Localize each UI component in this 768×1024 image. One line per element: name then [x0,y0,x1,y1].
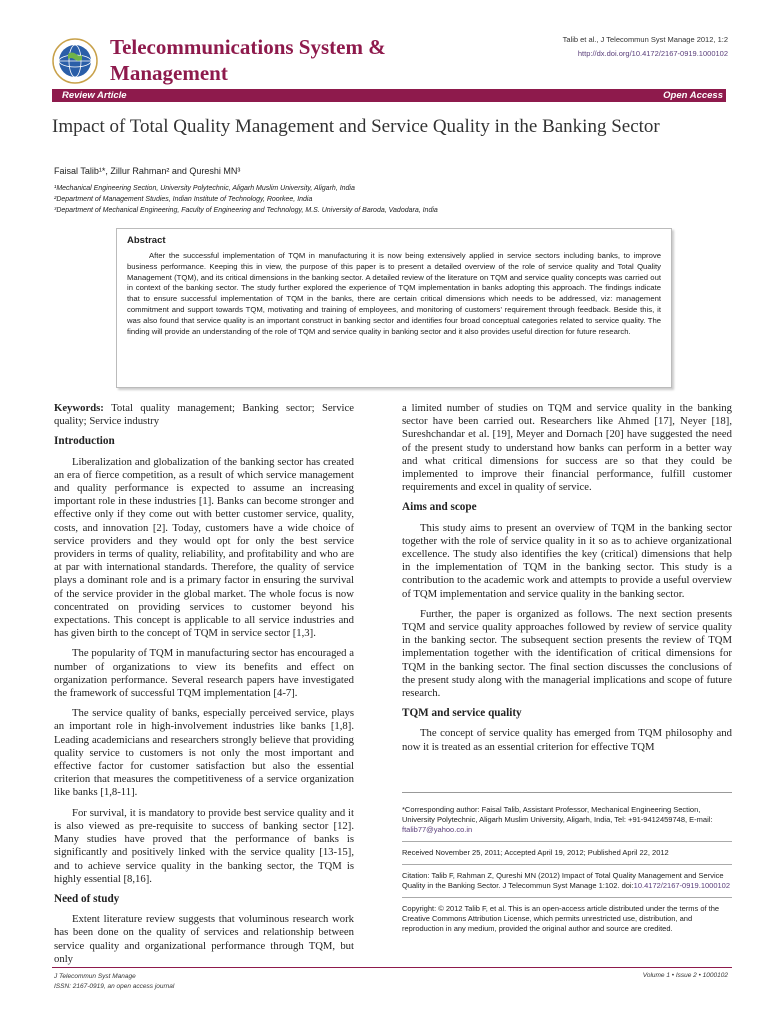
footer-volume: Volume 1 • Issue 2 • 1000102 [642,972,728,979]
need-paragraph-1: Extent literature review suggests that voluminous research work has been done on the quality of services and relationship between service quality and organizational performance through TQM, but only [54,913,354,965]
article-type-bar [52,89,726,102]
affiliation-2: ²Department of Management Studies, Indian Institute of Technology, Roorkee, India [54,196,313,203]
journal-logo [52,38,98,84]
footer-divider [52,967,732,968]
intro-paragraph-1: Liberalization and globalization of the banking sector has created an era of fierce competition, as a result of which service management and quality performance is expected to assume an increasing important role in these industries [1]. Banks can become stronger and effective only if they come out with better customer service, quality, costs, and innovation [2]. Today, customers have a wide choice of service providers and they would opt for only the best service providers in terms of quality, reliability, and profitability and who are at par with international standards. Therefore, the quality of service plays a dominant role and is a primary factor in ensuring the survival of the service provider in the global market. The whole focus is now concentrated on providing services to customer beyond his expectations. This concept is applicable to all service industries and has given birth to the concept of TQM in service sector [1,3]. [54,455,354,640]
aims-paragraph-1: This study aims to present an overview of TQM in the banking sector together with the role of service quality in it so as to achieve organizational excellence. The study also identifies the key (critical) dimensions that help in the implementation of TQM in the banking sector. This study is a contribution to the academic work and attempts to provide a useful overview of TQM implementation and service quality in the banking sector. [402,521,732,600]
footer-journal-name: J Telecommun Syst Manage [54,973,136,980]
need-of-study-heading: Need of study [54,892,120,905]
abstract-text: After the successful implementation of TQM in manufacturing it is now being extensively applied in service sectors including banks, to improve business performance. Keeping this in view, the purpose of this paper is to present a detailed overview of the role of service quality and Total Quality Management (TQM), and its critical dimensions in the banking sector. A detailed review of the literature on TQM and service quality concepts was carried out in context of the banking sector. The study further explored the experience of TQM implementation in banks adopting this approach. The findings indicate that to ensure successful implementation of TQM in the banks, there are certain critical dimensions which needs to be addressed, viz: management commitment and support towards TQM, motivating and training of employees, and monitoring of customers’ requirement through feedback. Beside this, it was also found that service quality is an important construct in banking sector and identifies four broad conceptual categories related to service quality. The finding will provide an understanding of the role of TQM and service quality in banking sector and it also provides useful direction for future research. [127,251,661,336]
article-title: Impact of Total Quality Management and Service Quality in the Banking Sector [52,116,660,137]
corresponding-author-note [402,805,732,842]
citation-note [402,871,732,898]
aims-heading: Aims and scope [402,501,477,514]
citation-text: Citation: Talib F, Rahman Z, Qureshi MN (2012) Impact of Total Quality Management and Service Quality in the Banking Sector. J Telecommun Syst Manage 1:102. doi: [402,871,724,890]
left-column [54,402,354,973]
author-email-link[interactable]: ftalib77@yahoo.co.in [402,825,473,834]
tqm-heading: TQM and service quality [402,707,522,720]
article-notes [402,792,732,946]
intro-paragraph-4: For survival, it is mandatory to provide best service quality and it is also viewed as pre-requisite to success of banking sector [12]. Many studies have proved that the performance of banks is significantly and positively linked with the service quality [13-15], and to achieve service quality in the banking sector, the TQM is highly essential [8,16]. [54,806,354,885]
corresponding-author-text: *Corresponding author: Faisal Talib, Assistant Professor, Mechanical Engineering Section, University Polytechnic, Aligarh Muslim University, Aligarh, India, Tel: +91-9412459748, E-mail: [402,805,713,824]
header-citation: Talib et al., J Telecommun Syst Manage 2012, 1:2 [562,35,728,44]
author-list: Faisal Talib¹*, Zillur Rahman² and Qureshi MN³ [54,166,241,176]
footer-journal-info [54,972,174,992]
affiliation-1: ¹Mechanical Engineering Section, University Polytechnic, Aligarh Muslim University, Aligarh, India [54,185,355,192]
article-type-label: Review Article [62,90,127,101]
journal-title: Telecommunications System & Management [110,35,386,85]
received-dates: Received November 25, 2011; Accepted April 19, 2012; Published April 22, 2012 [402,848,732,865]
abstract-box [116,228,672,388]
continued-paragraph: a limited number of studies on TQM and service quality in the banking sector have been carried out. Researchers like Ahmed [17], Neyer [18], Sureshchandar et al. [19], Meyer and Dornach [20] have suggested the need of the present study to understand how banks can perform in a better way and what critical dimensions for success are so that they could be implemented to improve their financial performance, fulfill customer requirements and excel in quality of service. [402,402,732,494]
intro-paragraph-2: The popularity of TQM in manufacturing sector has encouraged a number of organizations to view its benefits and effect on organization performance. Several research papers have investigated the framework of successful TQM implementation [4-7]. [54,647,354,700]
keywords [54,402,354,428]
tqm-paragraph-1: The concept of service quality has emerged from TQM philosophy and now it is treated as an essential criterion for effective TQM [402,727,732,753]
citation-line [563,33,728,61]
affiliations [54,183,438,216]
aims-paragraph-2: Further, the paper is organized as follows. The next section presents TQM and service quality approaches followed by review of service quality in the banking sector. The subsequent section presents the review of TQM implementation together with the identification of critical dimensions for TQM in the banking sector. The final section discusses the conclusions of the present study along with the managerial implications and scope of future research. [402,607,732,700]
introduction-heading: Introduction [54,435,115,448]
right-column [402,402,732,761]
keywords-label: Keywords: [54,402,104,414]
abstract-heading: Abstract [127,235,166,246]
citation-doi-link[interactable]: 10.4172/2167-0919.1000102 [633,881,731,890]
intro-paragraph-3: The service quality of banks, especially perceived service, plays an important role in high-involvement industries like banks [1,8]. Leading academicians and researchers strongly believe that providing quality service to customers is not only the most important and effective factor for customer satisfaction but also the essential criterion that measures the competitiveness of a service organization like banks [1,8-11]. [54,707,354,799]
open-access-label: Open Access [663,90,723,101]
keywords-text: Total quality management; Banking sector; Service quality; Service industry [54,402,355,428]
affiliation-3: ³Department of Mechanical Engineering, Faculty of Engineering and Technology, M.S. University of Baroda, Vadodara, India [54,207,438,214]
header-doi-link[interactable]: http://dx.doi.org/10.4172/2167-0919.1000102 [577,49,728,58]
footer-issn: ISSN: 2167-0919, an open access journal [54,983,175,990]
copyright-note: Copyright: © 2012 Talib F, et al. This is an open-access article distributed under the terms of the Creative Commons Attribution License, which permits unrestricted use, distribution, and reproduction in any medium, provided the original author and source are credited. [402,904,720,933]
